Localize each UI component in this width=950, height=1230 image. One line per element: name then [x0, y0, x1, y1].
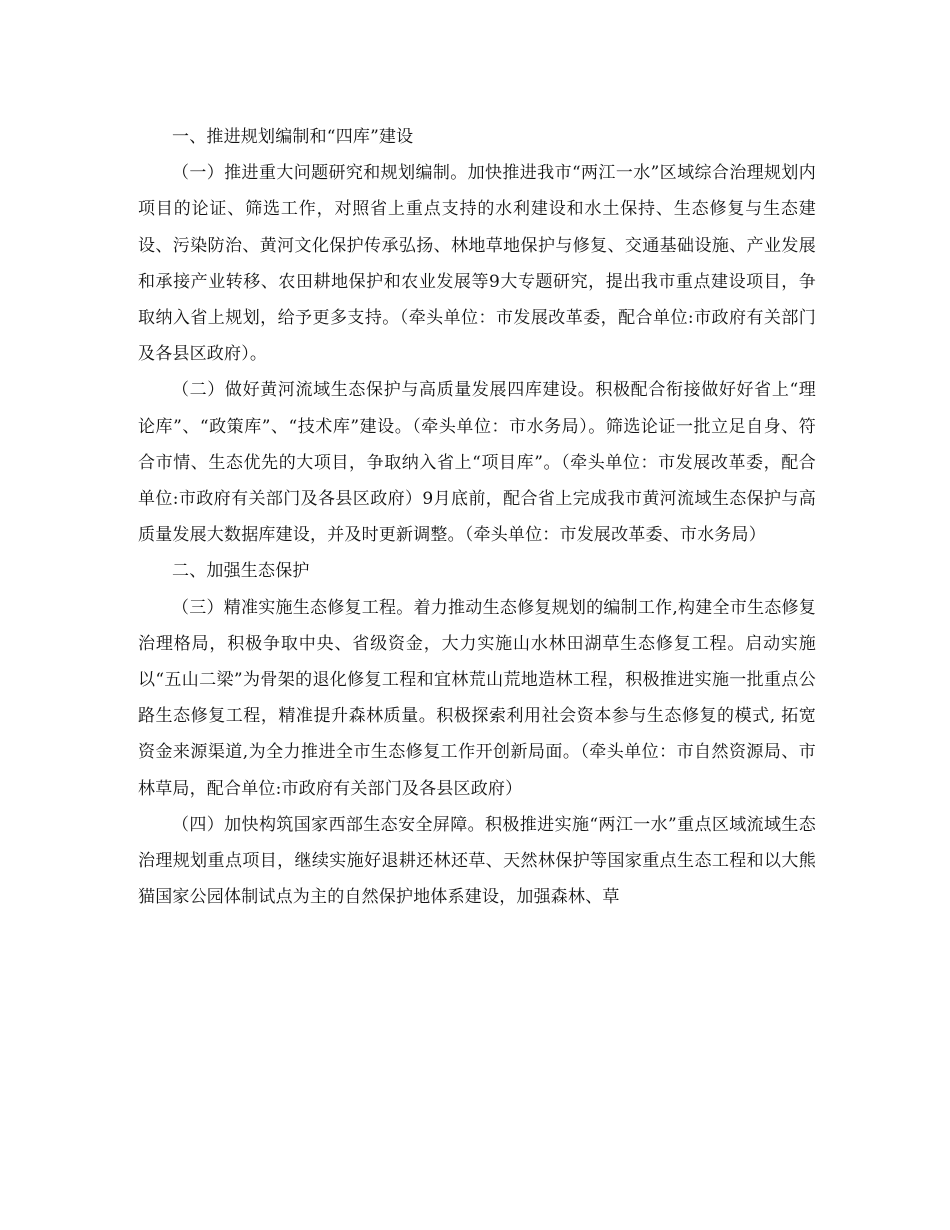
document-body	[138, 119, 816, 915]
paragraph-2: （二）做好黄河流域生态保护与高质量发展四库建设。积极配合衔接做好好省上“理论库”、“政策库”、“技术库”建设。（牵头单位：市水务局）。筛选论证一批立足自身、符合市情、生态优先的大项目，争取纳入省上“项目库”。（牵头单位：市发展改革委，配合单位:市政府有关部门及各县区政府）9月底前，配合省上完成我市黄河流域生态保护与高质量发展大数据库建设，并及时更新调整。（牵头单位：市发展改革委、市水务局）	[138, 380, 816, 546]
paragraph-3: （三）精准实施生态修复工程。着力推动生态修复规划的编制工作,构建全市生态修复治理格局，积极争取中央、省级资金，大力实施山水林田湖草生态修复工程。启动实施以“五山二梁”为骨架的退化修复工程和宜林荒山荒地造林工程，积极推进实施一批重点公路生态修复工程，精准提升森林质量。积极探索利用社会资本参与生态修复的模式, 拓宽资金来源渠道,为全力推进全市生态修复工作开创新局面。（牵头单位：市自然资源局、市林草局，配合单位:市政府有关部门及各县区政府）	[138, 597, 816, 799]
paragraph-4: （四）加快构筑国家西部生态安全屏障。积极推进实施“两江一水”重点区域流域生态治理规划重点项目，继续实施好退耕还林还草、天然林保护等国家重点生态工程和以大熊猫国家公园体制试点为主的自然保护地体系建设，加强森林、草	[138, 814, 816, 908]
section-heading-1: 一、推进规划编制和“四库”建设	[172, 127, 414, 147]
section-heading-2: 二、加强生态保护	[172, 561, 310, 582]
paragraph-1: （一）推进重大问题研究和规划编制。加快推进我市“两江一水”区域综合治理规划内项目的论证、筛选工作，对照省上重点支持的水利建设和水土保持、生态修复与生态建设、污染防治、黄河文化保护传承弘扬、林地草地保护与修复、交通基础设施、产业发展和承接产业转移、农田耕地保护和农业发展等9大专题研究，提出我市重点建设项目，争取纳入省上规划，给予更多支持。（牵头单位：市发展改革委，配合单位:市政府有关部门及各县区政府）。	[138, 163, 816, 365]
